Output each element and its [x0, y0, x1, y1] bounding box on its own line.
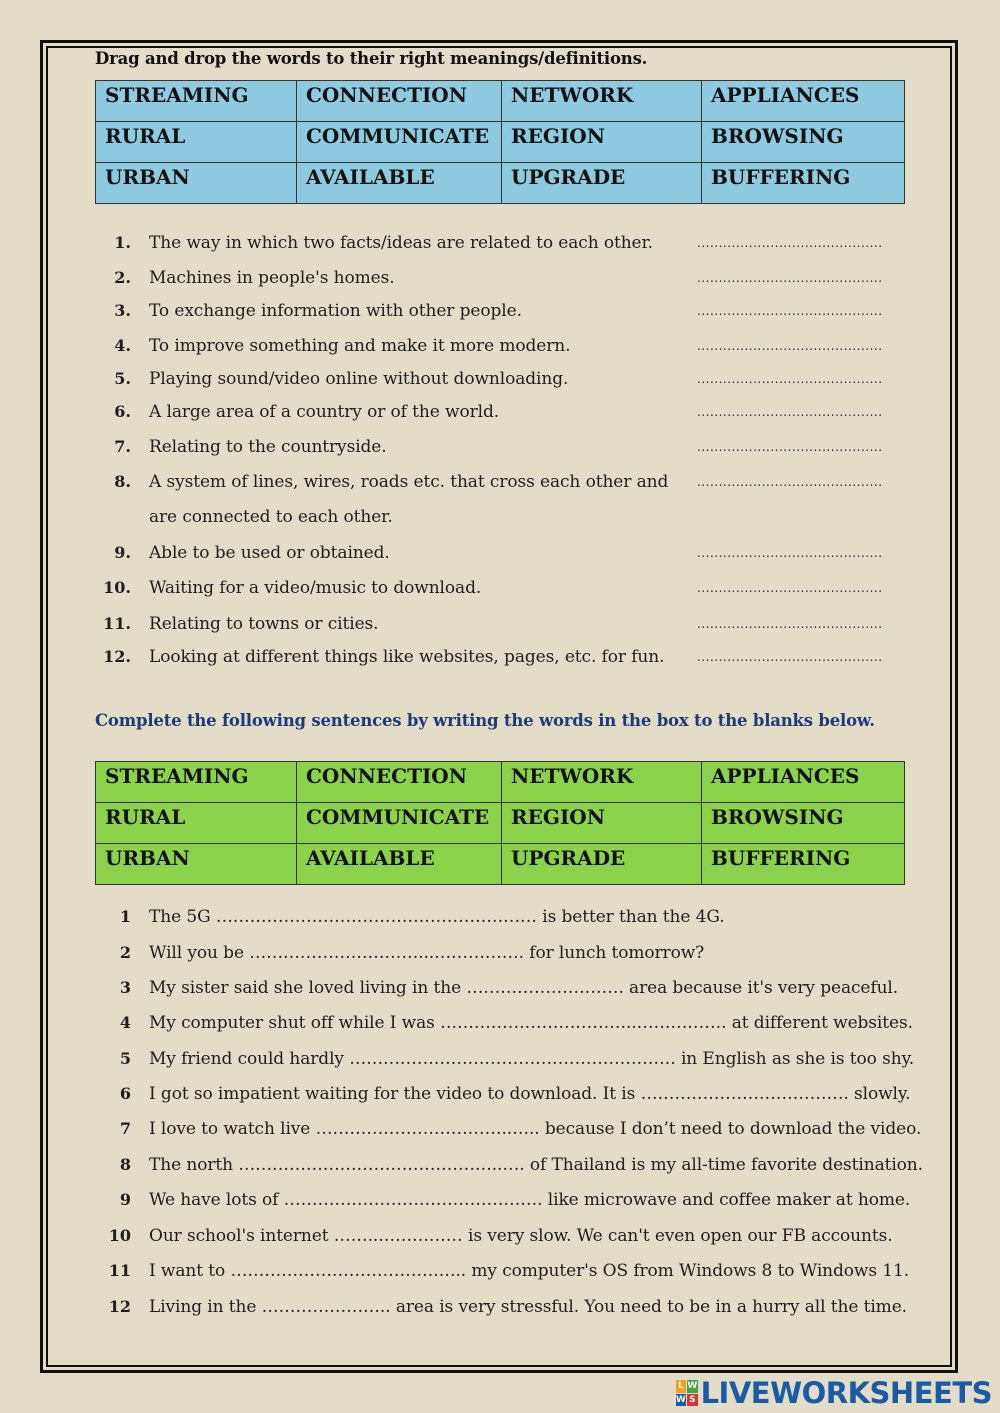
definition-text: Relating to towns or cities. — [149, 614, 379, 634]
word-chip[interactable]: AVAILABLE — [297, 163, 502, 204]
sentence-text[interactable]: I love to watch live ……………………………..….. because I don’t need to download the video. — [149, 1119, 922, 1139]
definition-item — [0, 399, 1000, 425]
item-number: 11. — [103, 614, 131, 633]
liveworksheets-logo — [676, 1376, 992, 1410]
word-chip: URBAN — [96, 844, 297, 885]
definition-text: Machines in people's homes. — [149, 268, 395, 288]
definition-item — [0, 230, 1000, 256]
sentence-text[interactable]: My sister said she loved living in the ………………………. area because it's very peaceful. — [149, 978, 899, 998]
answer-drop-slot[interactable]: ........................................... — [697, 650, 883, 664]
definition-item — [0, 298, 1000, 324]
logo-mark-letter: W — [675, 1394, 686, 1405]
item-number: 6 — [119, 1084, 131, 1103]
answer-drop-slot[interactable]: ........................................... — [697, 440, 883, 454]
definition-text: Waiting for a video/music to download. — [149, 578, 482, 598]
definition-text: Looking at different things like websites, pages, etc. for fun. — [149, 647, 665, 667]
answer-drop-slot[interactable]: ........................................... — [697, 271, 883, 285]
sentence-item — [0, 1223, 1000, 1249]
item-number: 12 — [108, 1297, 131, 1316]
definition-text: A large area of a country or of the world. — [149, 402, 500, 422]
section1-instruction: Drag and drop the words to their right meanings/definitions. — [95, 49, 648, 68]
sentence-text[interactable]: Living in the ………………….. area is very stressful. You need to be in a hurry all the time. — [149, 1297, 907, 1317]
word-box-1-row — [96, 81, 905, 122]
word-chip[interactable]: CONNECTION — [297, 81, 502, 122]
word-chip: STREAMING — [96, 762, 297, 803]
item-number: 7 — [119, 1119, 131, 1138]
word-box-1-row — [96, 122, 905, 163]
sentence-text[interactable]: My friend could hardly …………………………………………………. in English as she is too shy. — [149, 1049, 915, 1069]
definition-text: are connected to each other. — [149, 507, 393, 527]
definition-item — [0, 504, 1000, 530]
logo-mark-letter: W — [687, 1381, 698, 1391]
item-number: 2. — [114, 268, 131, 287]
word-chip: BROWSING — [702, 803, 905, 844]
item-number: 10. — [103, 578, 131, 597]
word-chip: REGION — [502, 803, 702, 844]
word-box-2-row — [96, 762, 905, 803]
definition-item — [0, 434, 1000, 460]
item-number: 1 — [119, 907, 131, 926]
item-number: 5. — [114, 369, 131, 388]
sentence-text[interactable]: Will you be …………………………...……………. for lunch tomorrow? — [149, 943, 705, 963]
word-chip: APPLIANCES — [702, 762, 905, 803]
item-number: 3 — [119, 978, 131, 997]
item-number: 1. — [114, 233, 131, 252]
answer-drop-slot[interactable]: ........................................... — [697, 475, 883, 489]
word-chip[interactable]: BUFFERING — [702, 163, 905, 204]
definition-item — [0, 611, 1000, 637]
item-number: 11 — [108, 1261, 131, 1280]
definition-text: Playing sound/video online without downloading. — [149, 369, 569, 389]
sentence-text[interactable]: The north ………………………………………..…. of Thailand is my all-time favorite destination. — [149, 1155, 923, 1175]
item-number: 9. — [114, 543, 131, 562]
sentence-text[interactable]: The 5G ………………………………………………… is better than the 4G. — [149, 907, 725, 927]
item-number: 12. — [103, 647, 131, 666]
item-number: 9 — [119, 1190, 131, 1209]
item-number: 4. — [114, 336, 131, 355]
item-number: 10 — [108, 1226, 131, 1245]
word-chip[interactable]: RURAL — [96, 122, 297, 163]
sentence-text[interactable]: I got so impatient waiting for the video to download. It is ………………………………. slowly. — [149, 1084, 911, 1104]
definition-text: Able to be used or obtained. — [149, 543, 390, 563]
definition-text: The way in which two facts/ideas are related to each other. — [149, 233, 653, 253]
logo-mark-letter: L — [676, 1380, 687, 1393]
definition-item — [0, 540, 1000, 566]
sentence-item — [0, 904, 1000, 930]
liveworksheets-mark-icon — [676, 1380, 698, 1406]
item-number: 4 — [119, 1013, 131, 1032]
item-number: 6. — [114, 402, 131, 421]
word-box-2-row — [96, 803, 905, 844]
sentence-item — [0, 1046, 1000, 1072]
definition-item — [0, 265, 1000, 291]
sentence-item — [0, 1010, 1000, 1036]
logo-text: LIVEWORKSHEETS — [700, 1376, 992, 1410]
word-chip[interactable]: STREAMING — [96, 81, 297, 122]
sentence-item — [0, 1116, 1000, 1142]
answer-drop-slot[interactable]: ........................................... — [697, 546, 883, 560]
answer-drop-slot[interactable]: ........................................... — [697, 304, 883, 318]
word-box-2 — [95, 761, 905, 885]
definition-item — [0, 575, 1000, 601]
sentence-item — [0, 1187, 1000, 1213]
answer-drop-slot[interactable]: ........................................... — [697, 339, 883, 353]
item-number: 3. — [114, 301, 131, 320]
sentence-text[interactable]: We have lots of ………………………………………. like microwave and coffee maker at home. — [149, 1190, 911, 1210]
item-number: 7. — [114, 437, 131, 456]
definition-item — [0, 366, 1000, 392]
definition-text: To exchange information with other people. — [149, 301, 522, 321]
answer-drop-slot[interactable]: ........................................... — [697, 372, 883, 386]
definition-item — [0, 333, 1000, 359]
definition-text: A system of lines, wires, roads etc. that cross each other and — [149, 472, 669, 492]
word-chip[interactable]: COMMUNICATE — [297, 122, 502, 163]
word-chip[interactable]: UPGRADE — [502, 163, 702, 204]
sentence-item — [0, 975, 1000, 1001]
sentence-item — [0, 1081, 1000, 1107]
definition-item — [0, 644, 1000, 670]
word-chip[interactable]: NETWORK — [502, 81, 702, 122]
word-chip: RURAL — [96, 803, 297, 844]
word-box-1-row — [96, 163, 905, 204]
sentence-text[interactable]: My computer shut off while I was ……………………………..……………. at different websites. — [149, 1013, 913, 1033]
word-chip[interactable]: APPLIANCES — [702, 81, 905, 122]
word-chip[interactable]: URBAN — [96, 163, 297, 204]
item-number: 8. — [114, 472, 131, 491]
sentence-item — [0, 940, 1000, 966]
answer-drop-slot[interactable]: ........................................... — [697, 405, 883, 419]
sentence-text[interactable]: I want to ……………………………….….. my computer's OS from Windows 8 to Windows 11. — [149, 1261, 910, 1281]
word-chip: CONNECTION — [297, 762, 502, 803]
word-chip[interactable]: REGION — [502, 122, 702, 163]
item-number: 5 — [119, 1049, 131, 1068]
word-chip: BUFFERING — [702, 844, 905, 885]
sentence-item — [0, 1152, 1000, 1178]
definition-item — [0, 469, 1000, 495]
definition-text: To improve something and make it more modern. — [149, 336, 571, 356]
item-number: 8 — [119, 1155, 131, 1174]
answer-drop-slot[interactable]: ........................................... — [697, 236, 883, 250]
word-box-1 — [95, 80, 905, 204]
sentence-text[interactable]: Our school's internet ……..…………… is very slow. We can't even open our FB accounts. — [149, 1226, 893, 1246]
definition-text: Relating to the countryside. — [149, 437, 387, 457]
answer-drop-slot[interactable]: ........................................... — [697, 581, 883, 595]
word-chip: NETWORK — [502, 762, 702, 803]
word-chip: UPGRADE — [502, 844, 702, 885]
word-box-2-row — [96, 844, 905, 885]
sentence-item — [0, 1258, 1000, 1284]
logo-mark-letter: S — [687, 1394, 698, 1407]
section2-instruction: Complete the following sentences by writing the words in the box to the blanks below. — [95, 711, 875, 730]
word-chip[interactable]: BROWSING — [702, 122, 905, 163]
sentence-item — [0, 1294, 1000, 1320]
word-chip: COMMUNICATE — [297, 803, 502, 844]
answer-drop-slot[interactable]: ........................................... — [697, 617, 883, 631]
item-number: 2 — [119, 943, 131, 962]
word-chip: AVAILABLE — [297, 844, 502, 885]
